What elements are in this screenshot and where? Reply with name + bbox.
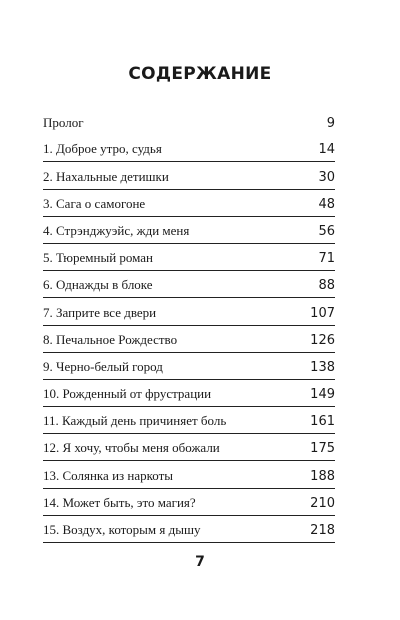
toc-entry-page: 175 bbox=[310, 441, 335, 457]
toc-entry-label: 2. Нахальные детишки bbox=[43, 168, 169, 184]
toc-entry-label: 5. Тюремный роман bbox=[43, 250, 154, 266]
toc-entry-page: 48 bbox=[318, 196, 335, 212]
toc-entry-page: 9 bbox=[326, 116, 335, 132]
toc-entry-label: 11. Каждый день причиняет боль bbox=[43, 413, 227, 429]
toc-entry bbox=[43, 380, 335, 407]
toc-entry-page: 218 bbox=[310, 523, 335, 538]
toc-entry-label: 14. Может быть, это магия? bbox=[43, 494, 196, 510]
toc-entry-label: 4. Стрэнджуэйс, жди меня bbox=[43, 222, 190, 238]
toc-entry-page: 210 bbox=[310, 495, 335, 511]
toc-entry-page: 56 bbox=[318, 223, 335, 239]
toc-entry-page: 88 bbox=[318, 278, 335, 294]
toc-entry bbox=[43, 326, 335, 353]
toc-entry-prologue bbox=[43, 108, 335, 135]
toc-entry-label: 13. Солянка из наркоты bbox=[43, 467, 174, 483]
toc-entry bbox=[43, 516, 335, 543]
toc-entry-label: 12. Я хочу, чтобы меня обожали bbox=[43, 440, 220, 456]
toc-entry-label: 6. Однажды в блоке bbox=[43, 277, 153, 293]
toc-entry-label: 8. Печальное Рождество bbox=[43, 331, 178, 347]
toc-entry bbox=[43, 271, 335, 298]
toc-entry bbox=[43, 298, 335, 325]
toc-entry-page: 126 bbox=[310, 332, 335, 348]
toc-entry-page: 71 bbox=[318, 251, 335, 267]
toc-entry bbox=[43, 461, 335, 488]
toc-title: СОДЕРЖАНИЕ bbox=[128, 64, 272, 84]
toc-entry-label: 3. Сага о самогоне bbox=[43, 195, 146, 211]
toc-entry-page: 30 bbox=[318, 169, 335, 185]
toc-entry bbox=[43, 217, 335, 244]
toc-entry-page: 161 bbox=[310, 414, 335, 430]
toc-entry-label: 1. Доброе утро, судья bbox=[43, 141, 162, 157]
toc-entry bbox=[43, 190, 335, 217]
toc-entry bbox=[43, 434, 335, 461]
toc-list bbox=[43, 108, 335, 543]
toc-entry bbox=[43, 135, 335, 162]
toc-entry-page: 107 bbox=[310, 305, 335, 321]
toc-entry-page: 138 bbox=[310, 359, 335, 375]
toc-entry bbox=[43, 353, 335, 380]
toc-entry-label: 10. Рожденный от фрустрации bbox=[43, 386, 212, 402]
toc-entry-page: 149 bbox=[310, 387, 335, 403]
toc-entry-label: 7. Заприте все двери bbox=[43, 304, 157, 320]
toc-entry bbox=[43, 407, 335, 434]
toc-entry-label: Пролог bbox=[43, 115, 84, 131]
page-number: 7 bbox=[195, 554, 205, 570]
toc-entry-page: 188 bbox=[310, 468, 335, 484]
toc-entry-label: 15. Воздух, которым я дышу bbox=[43, 522, 201, 537]
toc-entry-label: 9. Черно-белый город bbox=[43, 358, 163, 374]
toc-entry bbox=[43, 489, 335, 516]
toc-entry bbox=[43, 162, 335, 189]
toc-entry bbox=[43, 244, 335, 271]
toc-entry-page: 14 bbox=[318, 142, 335, 158]
